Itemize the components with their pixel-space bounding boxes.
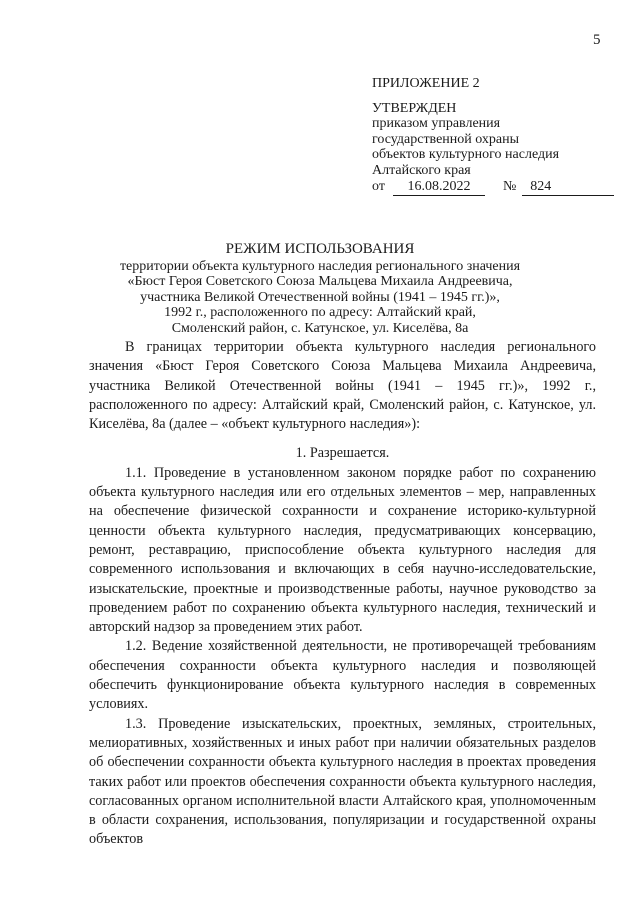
approval-line: приказом управления (372, 116, 501, 131)
heading-line: участника Великой Отечественной войны (1941 – 1945 гг.)», (140, 289, 500, 305)
approval-line: объектов культурного наследия (372, 147, 560, 162)
page-number: 5 (593, 32, 601, 48)
approval-line: Алтайского края (372, 162, 471, 178)
order-date: 16.08.2022 (393, 179, 485, 196)
approved-label: УТВЕРЖДЕН (372, 100, 457, 116)
number-prefix: № (502, 179, 517, 194)
intro-paragraph: В границах территории объекта культурного наследия регионального значения «Бюст Героя Советского Союза Мальцева Михаила Андреевича, участника Великой Отечественной войны (1941 – 1945 гг.)», 1992 г., расположенного по адресу: Алтайский край, Смоленский район, с. Катунское, ул. Киселёва, 8а (далее – «объект культурного наследия»): (89, 339, 596, 433)
order-number: 824 (522, 179, 614, 196)
document-title: РЕЖИМ ИСПОЛЬЗОВАНИЯ (225, 241, 415, 257)
heading-line: Смоленский район, с. Катунское, ул. Киселёва, 8а (171, 320, 469, 336)
approval-line: государственной охраны (372, 131, 520, 147)
item-1-3: 1.3. Проведение изыскательских, проектных, земляных, строительных, мелиоративных, хозяйственных и иных работ при наличии обязательных разделов об обеспечении сохранности объекта культурного наследия в проектах проведения таких работ или проектов обеспечения сохранности объекта культурного наследия, согласованных органом исполнительной власти Алтайского края, уполномоченным в области сохранения, использования, популяризации и государственной охраны объектов (89, 715, 596, 848)
approval-block (372, 76, 612, 196)
heading-line: 1992 г., расположенного по адресу: Алтайский край, (164, 305, 476, 320)
item-1-2: 1.2. Ведение хозяйственной деятельности, не противоречащей требованиям обеспечения сохранности объекта культурного наследия и позволяющей обеспечить функционирование объекта культурного наследия в современных условиях. (89, 638, 596, 713)
heading-line: «Бюст Героя Советского Союза Мальцева Михаила Андреевича, (127, 274, 513, 289)
appendix-label: ПРИЛОЖЕНИЕ 2 (372, 76, 480, 91)
heading-line: территории объекта культурного наследия регионального значения (119, 258, 521, 274)
date-prefix: от (372, 179, 385, 194)
document-heading (60, 242, 580, 336)
order-date-number (372, 179, 612, 196)
section-heading: 1. Разрешается. (295, 445, 390, 462)
document-body (89, 338, 596, 850)
item-1-1: 1.1. Проведение в установленном законом порядке работ по сохранению объекта культурного наследия или его отдельных элементов – мер, направленных на обеспечение физической сохранности и сохранение историко-культурной ценности объекта культурного наследия, предусматривающих консервацию, ремонт, реставрацию, приспособление объекта культурного наследия для современного использования и включающих в себя научно-исследовательские, изыскательские, проектные и производственные работы, научное руководство за проведением работ по сохранению объекта культурного наследия, технический и авторский надзор за проведением этих работ. (89, 464, 596, 636)
